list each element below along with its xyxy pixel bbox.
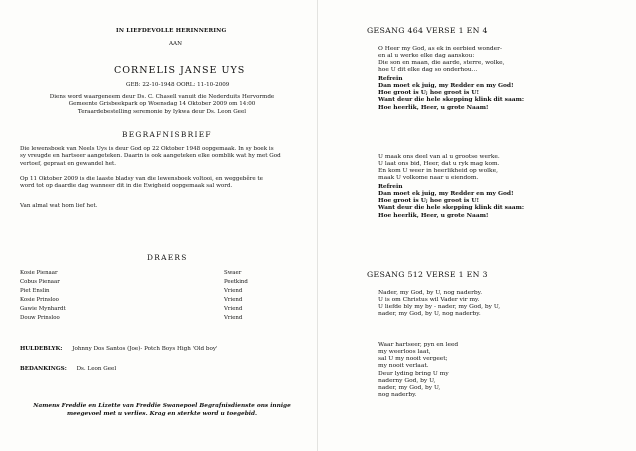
bearer-name: Douw Prinsloo	[20, 315, 60, 321]
service-line: Teraardebestelling seremonie by Iykwa deur Ds. Leon Geel	[77, 108, 247, 115]
dates: GEB: 22-10-1948 OORL: 11-10-2009	[126, 82, 230, 88]
section-title: BEGRAFNISBRIEF	[122, 130, 212, 139]
fold-line	[317, 0, 318, 451]
service-line: Gemeente Grisbeekpark op Woensdag 14 Oktober 2009 om 14:00	[68, 101, 256, 108]
hymn-512-title: GESANG 512 VERSE 1 EN 3	[367, 270, 488, 279]
bearer-relation: Peetkind	[224, 279, 248, 285]
paragraph-1	[20, 146, 281, 168]
hymn-464-refrain: Refrein Dan moet ek juig, my Redder en my God! Hoe groot is U; hoe groot is U! Want deur die hele skepping klink dit saam: Hoe heerlik, Heer, u grote Naam!	[378, 75, 525, 111]
aan-label: AAN	[169, 41, 182, 47]
hymn-512-verse-3: Waar hartseer, pyn en leed my weerloos laat, sal U my nooit vergeet; my nooit verlaat. Deur lyding bring U my naderny God, by U, nader, my God, by U, nog naderby.	[378, 342, 459, 399]
bearer-name: Gawie Mynhardt	[20, 306, 66, 312]
paragraph-2	[20, 176, 263, 191]
thanks-text: Ds. Leon Geel	[76, 366, 117, 372]
paragraph-line: sy vreugde en hartseer aangeteken. Daarin is ook aangeteken elke oomblik wat hy met God	[20, 153, 281, 160]
paragraph-line: word tot op daardie dag wanneer dit in die Ewigheid oopgemaak sal word.	[20, 183, 233, 190]
bearer-relation: Vriend	[224, 297, 243, 303]
service-details	[14, 94, 310, 116]
tribute-line	[20, 346, 218, 353]
closing-line: meegevoel met u verlies. Krag en sterkte word u toegebid.	[66, 411, 258, 417]
hymn-464-verse-1: O Heer my God, as ek in eerbied wonder- en al u werke elke dag aanskou: Die son en maan, die aarde, sterre, wolke, hoe U dit elke dag so onderhou...	[378, 46, 505, 74]
hymn-464-verse-4: U maak ons deel van al u grootse werke. U laat ons bid, Heer, dat u ryk mag kom. En kom U weer in heerlikheid op wolke, maak U volkome naar u eiendom.	[378, 154, 500, 182]
hymn-464-refrain-2: Refrein Dan moet ek juig, my Redder en my God! Hoe groot is U; hoe groot is U! Want deur die hele skepping klink dit saam: Hoe heerlik, Heer, u grote Naam!	[378, 183, 525, 219]
bearer-relation: Swaer	[224, 270, 242, 276]
bearers-title: DRAERS	[147, 253, 188, 262]
tribute-text: Johnny Dos Santos (Joe)- Potch Boys High 'Old boy'	[72, 346, 218, 352]
closing-message	[14, 402, 310, 418]
hymn-464-title: GESANG 464 VERSE 1 EN 4	[367, 26, 488, 35]
thanks-label: BEDANKINGS:	[20, 366, 67, 372]
bearer-relation: Vriend	[224, 288, 243, 294]
closing-line: Namens Freddie en Lizette van Freddie Swanepoel Begrafnisdienste ons innige	[33, 403, 291, 409]
service-line: Diens word waargeneem deur Ds. C. Chasell vanuit die Nederduits Hervormde	[49, 94, 275, 100]
tribute-label: HULDEBLYK:	[20, 346, 63, 352]
bearer-name: Cobus Pienaar	[20, 279, 60, 285]
hymn-512-verse-1: Nader, my God, by U, nog naderby. U is om Christus wil Vader vir my. U liefde bly my by - nader, my God, by U, nader, my God, by U, nog naderby.	[378, 290, 501, 318]
memory-line: IN LIEFDEVOLLE HERINNERING	[116, 28, 227, 34]
bearer-name: Kosie Prinsloo	[20, 297, 59, 303]
bearer-name: Piet Enslin	[20, 288, 50, 294]
paragraph-line: vertoef, gepraat en gewandel het.	[20, 160, 117, 167]
paragraph-3: Van almal wat hom lief het.	[20, 203, 98, 209]
bearer-name: Kosie Pienaar	[20, 270, 58, 276]
paragraph-line: Die lewensboek van Neels Uys is deur God op 22 Oktober 1948 oopgemaak. In sy boek is	[20, 146, 274, 152]
thanks-line	[20, 366, 116, 373]
deceased-name: CORNELIS JANSE UYS	[114, 65, 246, 76]
paragraph-line: Op 11 Oktober 2009 is die laaste bladsy van die lewensboek voltooi, en weggebêre te	[20, 176, 263, 182]
bearer-relation: Vriend	[224, 315, 243, 321]
bearer-relation: Vriend	[224, 306, 243, 312]
